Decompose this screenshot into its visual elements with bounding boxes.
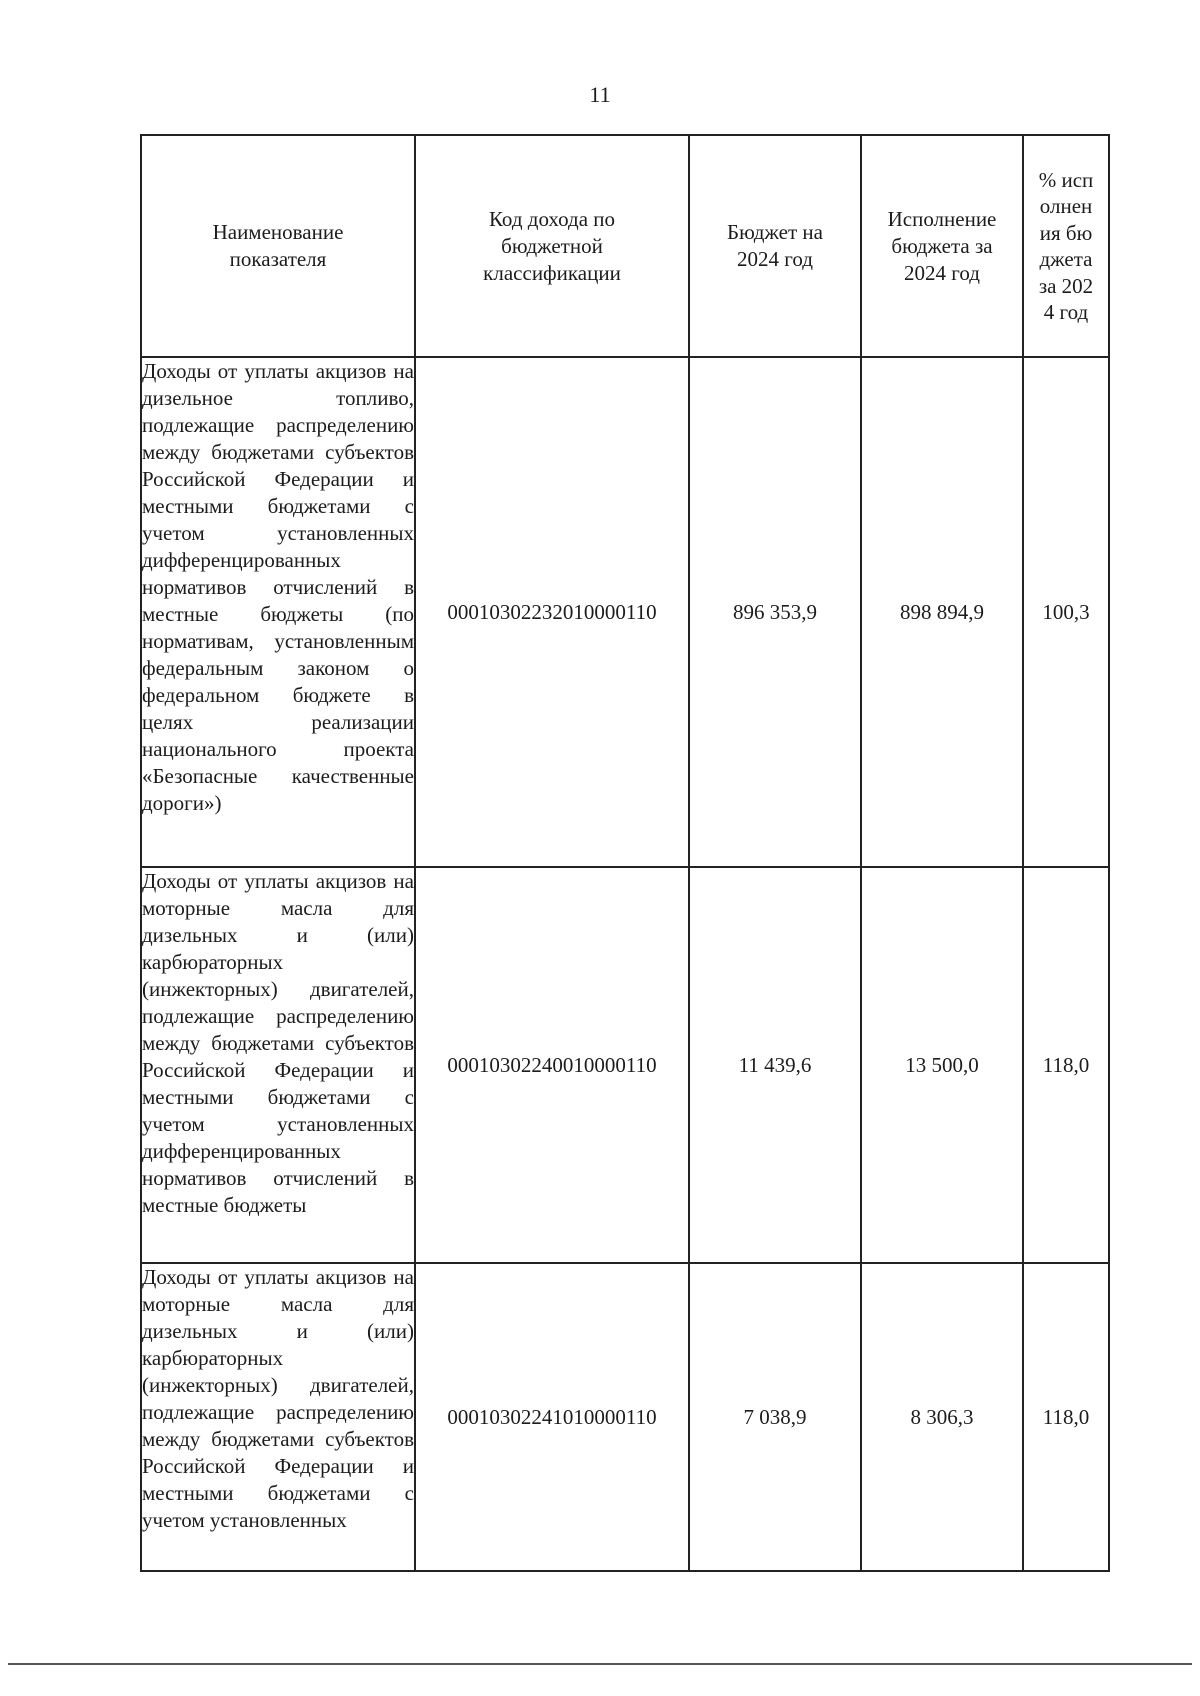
header-percent-execution: % исполнения бюджета за 2024 год — [1023, 135, 1109, 357]
row-percent: 118,0 — [1023, 867, 1109, 1263]
footer-divider — [8, 1663, 1192, 1665]
row-execution: 8 306,3 — [861, 1263, 1023, 1571]
row-name: Доходы от уплаты акцизов на моторные масла для дизельных и (или) карбюраторных (инжекторных) двигателей, подлежащие распределению между бюджетами субъектов Российской Федерации и местными бюджетами с учетом установленных дифференцированных нормативов отчислений в местные бюджеты — [141, 867, 415, 1263]
row-percent: 118,0 — [1023, 1263, 1109, 1571]
row-percent: 100,3 — [1023, 357, 1109, 867]
row-budget: 896 353,9 — [689, 357, 861, 867]
table-header-row — [141, 135, 1109, 357]
table-row — [141, 357, 1109, 867]
header-indicator-name: Наименование показателя — [141, 135, 415, 357]
row-budget: 7 038,9 — [689, 1263, 861, 1571]
budget-execution-table — [140, 134, 1110, 1572]
row-code: 00010302241010000110 — [415, 1263, 689, 1571]
table-row — [141, 1263, 1109, 1571]
header-income-code: Код дохода по бюджетной классификации — [415, 135, 689, 357]
page-number: 11 — [589, 82, 611, 107]
row-code: 00010302232010000110 — [415, 357, 689, 867]
header-budget: Бюджет на 2024 год — [689, 135, 861, 357]
row-name: Доходы от уплаты акцизов на дизельное топливо, подлежащие распределению между бюджетами субъектов Российской Федерации и местными бюджетами с учетом установленных дифференцированных нормативов отчислений в местные бюджеты (по нормативам, установленным федеральным законом о федеральном бюджете в целях реализации национального проекта «Безопасные качественные дороги») — [141, 357, 415, 867]
table-row — [141, 867, 1109, 1263]
row-execution: 898 894,9 — [861, 357, 1023, 867]
row-code: 00010302240010000110 — [415, 867, 689, 1263]
row-execution: 13 500,0 — [861, 867, 1023, 1263]
row-budget: 11 439,6 — [689, 867, 861, 1263]
row-name: Доходы от уплаты акцизов на моторные масла для дизельных и (или) карбюраторных (инжекторных) двигателей, подлежащие распределению между бюджетами субъектов Российской Федерации и местными бюджетами с учетом установленных — [141, 1263, 415, 1571]
header-execution: Исполнение бюджета за 2024 год — [861, 135, 1023, 357]
